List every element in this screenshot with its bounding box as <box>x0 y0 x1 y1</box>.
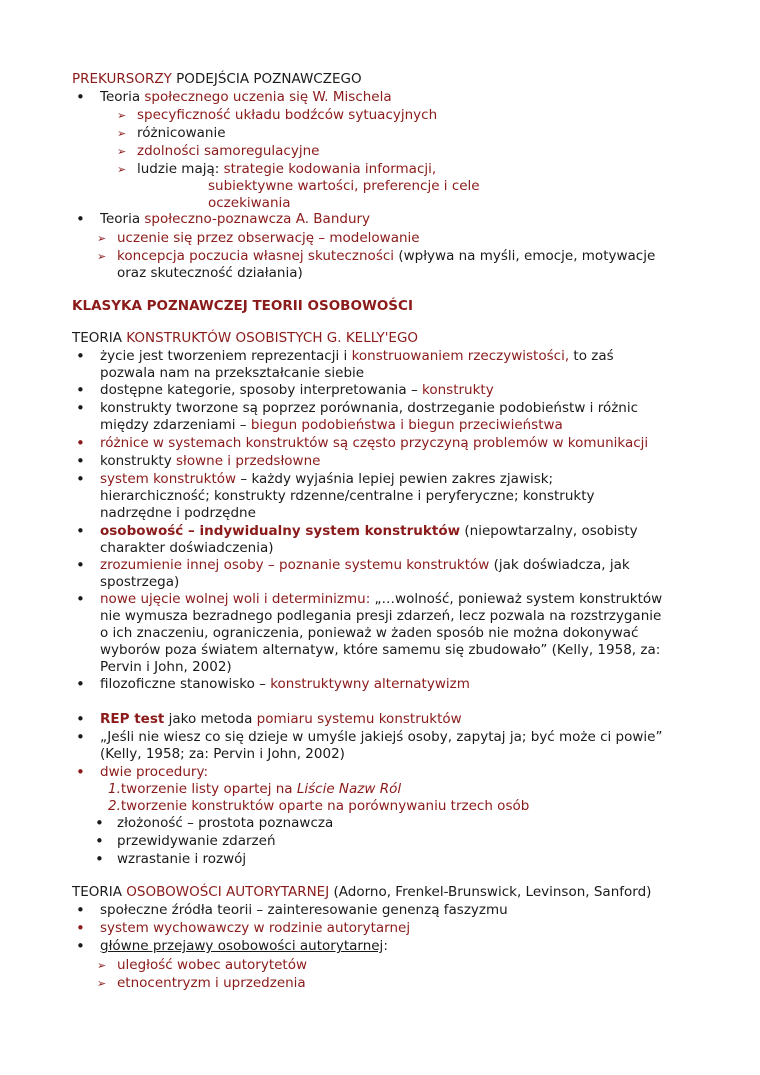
list-item-continuation: o ich znaczeniu, ograniczenia, ponieważ w żaden sposób nie można dokonywać <box>100 625 639 641</box>
text: osobowość – indywidualny system konstruktów <box>100 523 461 539</box>
bullet-icon: • <box>76 470 85 488</box>
list-item: uległość wobec autorytetów <box>117 957 308 973</box>
text: (niepowtarzalny, osobisty <box>460 523 638 539</box>
arrow-bullet-icon: ➢ <box>97 232 107 245</box>
bullet-icon: • <box>76 399 85 417</box>
bullet-icon: • <box>76 381 85 399</box>
list-item-continuation: pozwala nam na przekształcanie siebie <box>100 365 365 381</box>
text: – każdy wyjaśnia lepiej pewien zakres zjawisk; <box>236 471 554 487</box>
arrow-bullet-icon: ➢ <box>117 163 127 176</box>
bullet-icon: • <box>76 728 85 746</box>
list-item <box>100 89 392 106</box>
bullet-icon: • <box>76 210 85 228</box>
list-item-continuation: charakter doświadczenia) <box>100 540 274 556</box>
list-item <box>100 711 462 728</box>
text: ludzie mają: <box>137 161 224 177</box>
arrow-bullet-icon: ➢ <box>97 977 107 990</box>
text: biegun podobieństwa i biegun przeciwieństwa <box>250 417 563 433</box>
text: „…wolność, ponieważ system konstruktów <box>370 591 663 607</box>
list-item: społeczne źródła teorii – zainteresowanie genenzą faszyzmu <box>100 902 508 918</box>
text: (Adorno, Frenkel-Brunswick, Levinson, Sanford) <box>329 884 652 900</box>
list-item: konstrukty tworzone są poprzez porównania, dostrzeganie podobieństw i różnic <box>100 400 639 416</box>
bullet-icon: • <box>95 832 104 850</box>
list-item-continuation <box>100 417 563 434</box>
text: nowe ujęcie wolnej woli i determinizmu: <box>100 591 371 607</box>
bullet-icon: • <box>76 901 85 919</box>
text: konstrukty <box>100 453 176 469</box>
text: KONSTRUKTÓW OSOBISTYCH G. KELLY'EGO <box>126 330 419 346</box>
text: Liście Nazw Ról <box>296 781 402 797</box>
bullet-icon: • <box>76 556 85 574</box>
list-item-continuation: wyborów poza światem alternatyw, które samemu się zbudowało” (Kelly, 1958, za: <box>100 642 661 658</box>
text: tworzenie listy opartej na <box>120 781 297 797</box>
list-item: różnicowanie <box>137 125 226 141</box>
heading-kelly <box>72 330 418 347</box>
bullet-icon: • <box>76 88 85 106</box>
bullet-icon: • <box>76 763 85 781</box>
text: REP test <box>100 711 165 727</box>
text: strategie kodowania informacji, <box>223 161 437 177</box>
text: społecznego uczenia się W. Mischela <box>144 89 392 105</box>
list-item: przewidywanie zdarzeń <box>117 833 276 849</box>
text: Teoria <box>100 211 145 227</box>
text: to zaś <box>569 348 614 364</box>
text: Teoria <box>100 89 145 105</box>
numbered-item <box>108 781 401 798</box>
text: między zdarzeniami – <box>100 417 251 433</box>
list-item-continuation: (Kelly, 1958; za: Pervin i John, 2002) <box>100 746 345 762</box>
text: 2. <box>108 798 121 814</box>
list-item <box>137 161 436 178</box>
list-item: specyficzność układu bodźców sytuacyjnych <box>137 107 438 123</box>
arrow-bullet-icon: ➢ <box>117 145 127 158</box>
text: koncepcja poczucia własnej skuteczności <box>117 248 395 264</box>
heading-prekursorzy <box>72 71 362 88</box>
bullet-icon: • <box>76 675 85 693</box>
list-item <box>100 382 494 399</box>
text: TEORIA <box>72 884 127 900</box>
heading-part: PREKURSORZY <box>72 71 172 87</box>
arrow-bullet-icon: ➢ <box>117 127 127 140</box>
list-item: różnice w systemach konstruktów są często przyczyną problemów w komunikacji <box>100 435 649 451</box>
arrow-bullet-icon: ➢ <box>97 250 107 263</box>
list-item-continuation: nadrzędne i podrzędne <box>100 505 256 521</box>
text: (wpływa na myśli, emocje, motywacje <box>394 248 656 264</box>
list-item-continuation: nie wymusza bezradnego podlegania presji zdarzeń, lecz pozwala na rozstrzyganie <box>100 608 662 624</box>
list-item <box>100 471 553 488</box>
bullet-icon: • <box>76 919 85 937</box>
list-item-continuation: Pervin i John, 2002) <box>100 659 232 675</box>
arrow-bullet-icon: ➢ <box>117 109 127 122</box>
text: słowne i przedsłowne <box>175 453 321 469</box>
bullet-icon: • <box>95 850 104 868</box>
list-item <box>100 453 320 470</box>
list-item <box>100 676 470 693</box>
bullet-icon: • <box>76 710 85 728</box>
list-item <box>100 938 388 955</box>
list-item: etnocentryzm i uprzedzenia <box>117 975 306 991</box>
text: (jak doświadcza, jak <box>489 557 630 573</box>
list-item: dwie procedury: <box>100 764 208 780</box>
arrow-bullet-icon: ➢ <box>97 959 107 972</box>
list-item: wzrastanie i rozwój <box>117 851 247 867</box>
bullet-icon: • <box>76 590 85 608</box>
text: jako metoda <box>164 711 257 727</box>
list-item <box>100 523 638 540</box>
bullet-icon: • <box>76 347 85 365</box>
text: konstruktywny alternatywizm <box>270 676 470 692</box>
list-item: uczenie się przez obserwację – modelowanie <box>117 230 420 246</box>
text: życie jest tworzeniem reprezentacji i <box>100 348 352 364</box>
list-item <box>100 211 370 228</box>
section-title: KLASYKA POZNAWCZEJ TEORII OSOBOWOŚCI <box>72 298 413 314</box>
list-item: system wychowawczy w rodzinie autorytarnej <box>100 920 411 936</box>
text: filozoficzne stanowisko – <box>100 676 271 692</box>
text: tworzenie konstruktów oparte na porównywaniu trzech osób <box>120 798 530 814</box>
text: zrozumienie innej osoby – poznanie systemu konstruktów <box>100 557 490 573</box>
heading-part: PODEJŚCIA POZNAWCZEGO <box>171 71 362 87</box>
list-item-continuation: oczekiwania <box>208 195 291 211</box>
bullet-icon: • <box>76 434 85 452</box>
list-item-continuation: hierarchiczność; konstrukty rdzenne/centralne i peryferyczne; konstrukty <box>100 488 595 504</box>
list-item <box>100 348 614 365</box>
bullet-icon: • <box>76 452 85 470</box>
text: system konstruktów <box>100 471 237 487</box>
list-item-continuation: subiektywne wartości, preferencje i cele <box>208 178 480 194</box>
list-item <box>117 248 655 265</box>
bullet-icon: • <box>76 522 85 540</box>
heading-autorytarna <box>72 884 651 901</box>
list-item: złożoność – prostota poznawcza <box>117 815 334 831</box>
bullet-icon: • <box>76 937 85 955</box>
text: dostępne kategorie, sposoby interpretowania – <box>100 382 423 398</box>
text: społeczno-poznawcza A. Bandury <box>144 211 371 227</box>
numbered-item <box>108 798 529 815</box>
text: konstruowaniem rzeczywistości, <box>351 348 570 364</box>
text: TEORIA <box>72 330 127 346</box>
list-item: „Jeśli nie wiesz co się dzieje w umyśle jakiejś osoby, zapytaj ja; być może ci powie” <box>100 729 663 745</box>
list-item: zdolności samoregulacyjne <box>137 143 320 159</box>
text: główne przejawy osobowości autorytarnej <box>100 938 384 954</box>
text: pomiaru systemu konstruktów <box>256 711 462 727</box>
text: 1. <box>108 781 121 797</box>
list-item-continuation: oraz skuteczność działania) <box>117 265 303 281</box>
text: konstrukty <box>422 382 494 398</box>
list-item <box>100 591 662 608</box>
bullet-icon: • <box>95 814 104 832</box>
list-item <box>100 557 630 574</box>
list-item-continuation: spostrzega) <box>100 574 180 590</box>
text: OSOBOWOŚCI AUTORYTARNEJ <box>126 884 330 900</box>
text: : <box>383 938 388 954</box>
